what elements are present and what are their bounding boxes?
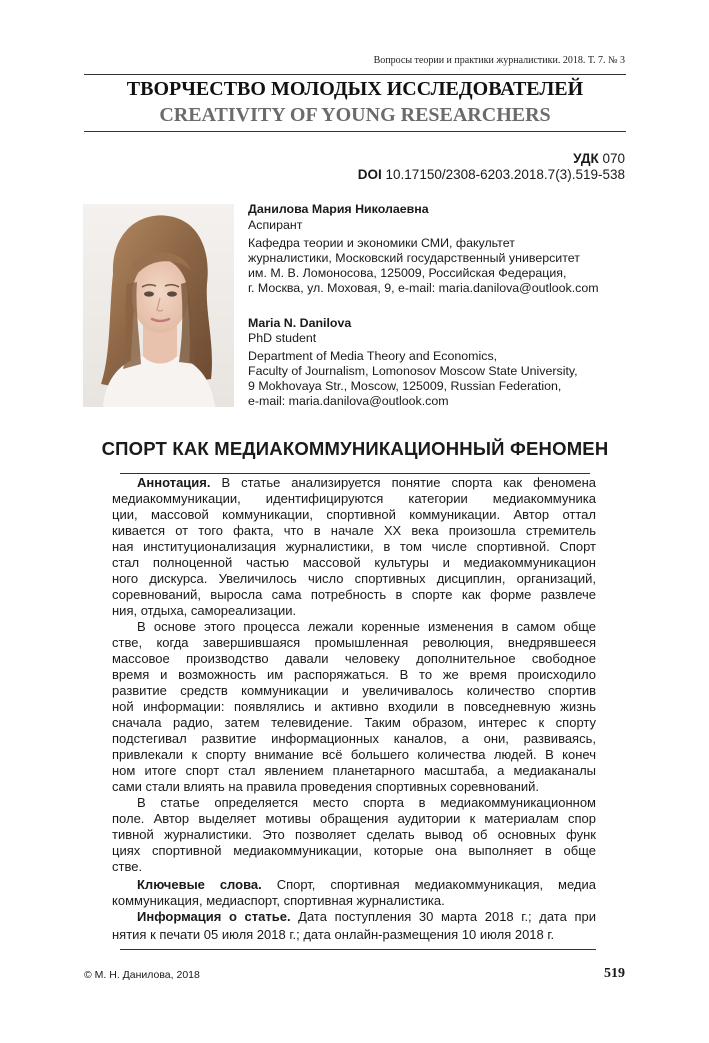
author-affiliation-ru-line: им. М. В. Ломоносова, 125009, Российская Федерация, <box>248 266 567 280</box>
author-affiliation-en-line: Department of Media Theory and Economics, <box>248 349 498 363</box>
page-number: 519 <box>604 966 625 981</box>
abstract-line: стве, когда завершившаяся промышленная революция, внедрявшееся <box>112 635 596 650</box>
abstract-line-text: В статье анализируется понятие спорта как феномена <box>210 475 596 490</box>
abstract-line: В статье определяется место спорта в медиакоммуникационном <box>137 795 596 810</box>
abstract-line: сначала радио, затем телевидение. Таким образом, интерес к спорту <box>112 715 596 730</box>
doi-value: 10.17150/2308-6203.2018.7(3).519-538 <box>385 167 625 182</box>
doi-label: DOI <box>357 167 382 182</box>
abstract-label: Аннотация. <box>137 475 211 490</box>
abstract-line: ном итоге спорт стал явлением планетарного масштаба, а медиаканалы <box>112 763 596 778</box>
abstract-line: ния, отдыха, самореализации. <box>112 603 297 618</box>
abstract-line: стве. <box>112 859 143 874</box>
udk-value: 070 <box>602 151 625 166</box>
udk-line <box>573 151 625 166</box>
copyright: © М. Н. Данилова, 2018 <box>84 969 200 981</box>
abstract-line: поле. Автор выделяет мотивы обращения аудитории к материалам спор <box>112 811 596 826</box>
article-info-text: Дата поступления 30 марта 2018 г.; дата при <box>290 909 596 924</box>
author-portrait-image <box>83 204 234 407</box>
author-affiliation-en-line: e-mail: maria.danilova@outlook.com <box>248 394 449 408</box>
udk-label: УДК <box>573 151 599 166</box>
abstract-line: сами стали влиять на правила проведения спортивных соревнований. <box>112 779 540 794</box>
abstract-line: развитие средств коммуникации и увеличивалось количество спортив <box>112 683 596 698</box>
running-head: Вопросы теории и практики журналистики. 2018. Т. 7. № 3 <box>373 55 625 66</box>
author-affiliation-ru-line: Кафедра теории и экономики СМИ, факультет <box>248 236 515 250</box>
abstract-bottom-rule <box>120 949 596 950</box>
article-info-label: Информация о статье. <box>137 909 291 924</box>
header-rule-bottom <box>84 131 626 132</box>
abstract-line <box>137 475 596 491</box>
abstract-line: привлекали к спорту внимание всё большего количества людей. В конеч <box>112 747 596 762</box>
abstract-line: тивной журналистики. Это позволяет сделать вывод об основных функ <box>112 827 596 842</box>
author-affiliation-ru-line: журналистики, Московский государственный университет <box>248 251 580 265</box>
abstract-line: кивается от того факта, что в начале XX века произошла стремитель <box>112 523 596 538</box>
abstract-line: соревнований, выросла сама потребность в спорте как форме развлече <box>112 587 596 602</box>
author-affiliation-en-line: 9 Mokhovaya Str., Moscow, 125009, Russian Federation, <box>248 379 562 393</box>
abstract-line: ная институционализация журналистики, в том числе спортивной. Спорт <box>112 539 596 554</box>
section-title-en: CREATIVITY OF YOUNG RESEARCHERS <box>159 104 551 126</box>
title-rule <box>120 473 590 474</box>
author-name-ru: Данилова Мария Николаевна <box>248 202 429 216</box>
author-affiliation-ru-line: г. Москва, ул. Моховая, 9, e-mail: maria.danilova@outlook.com <box>248 281 599 295</box>
doi-line <box>358 167 625 182</box>
keywords-label: Ключевые слова. <box>137 877 262 892</box>
abstract-line: ного дискурса. Увеличилось число спортивных дисциплин, организаций, <box>112 571 596 586</box>
header-rule-top <box>84 74 626 75</box>
article-info-line <box>137 909 596 925</box>
author-name-en: Maria N. Danilova <box>248 316 352 330</box>
article-title: СПОРТ КАК МЕДИАКОММУНИКАЦИОННЫЙ ФЕНОМЕН <box>101 438 609 459</box>
abstract-line: стал полноценной частью массовой культуры и медиакоммуникацион <box>112 555 596 570</box>
abstract-line: циях спортивной медиакоммуникации, которые она выполняет в обще <box>112 843 596 858</box>
keywords-line: коммуникация, медиаспорт, спортивная журналистика. <box>112 893 445 908</box>
author-affiliation-en-line: Faculty of Journalism, Lomonosov Moscow State University, <box>248 364 578 378</box>
abstract-line: ции, массовой коммуникации, спортивной коммуникации. Автор оттал <box>112 507 596 522</box>
article-info-line: нятия к печати 05 июля 2018 г.; дата онлайн-размещения 10 июля 2018 г. <box>112 927 555 942</box>
keywords-text: Спорт, спортивная медиакоммуникация, медиа <box>261 877 596 892</box>
section-title-ru: ТВОРЧЕСТВО МОЛОДЫХ ИССЛЕДОВАТЕЛЕЙ <box>126 78 584 100</box>
abstract-line: массовое производство давали человеку дополнительное свободное <box>112 651 596 666</box>
keywords-line <box>137 877 596 893</box>
abstract-line: ной информации: появлялись и активно входили в повседневную жизнь <box>112 699 596 714</box>
author-position-ru: Аспирант <box>248 218 303 232</box>
abstract-line: медиакоммуникации, идентифицируются категории медиакоммуника <box>112 491 596 506</box>
abstract-line: В основе этого процесса лежали коренные изменения в самом обще <box>137 619 596 634</box>
author-photo <box>83 204 234 407</box>
abstract-line: время и возможность им распоряжаться. В то же время происходило <box>112 667 596 682</box>
abstract-line: подстегивал развитие информационных каналов, а они, развиваясь, <box>112 731 596 746</box>
author-position-en: PhD student <box>248 331 317 345</box>
